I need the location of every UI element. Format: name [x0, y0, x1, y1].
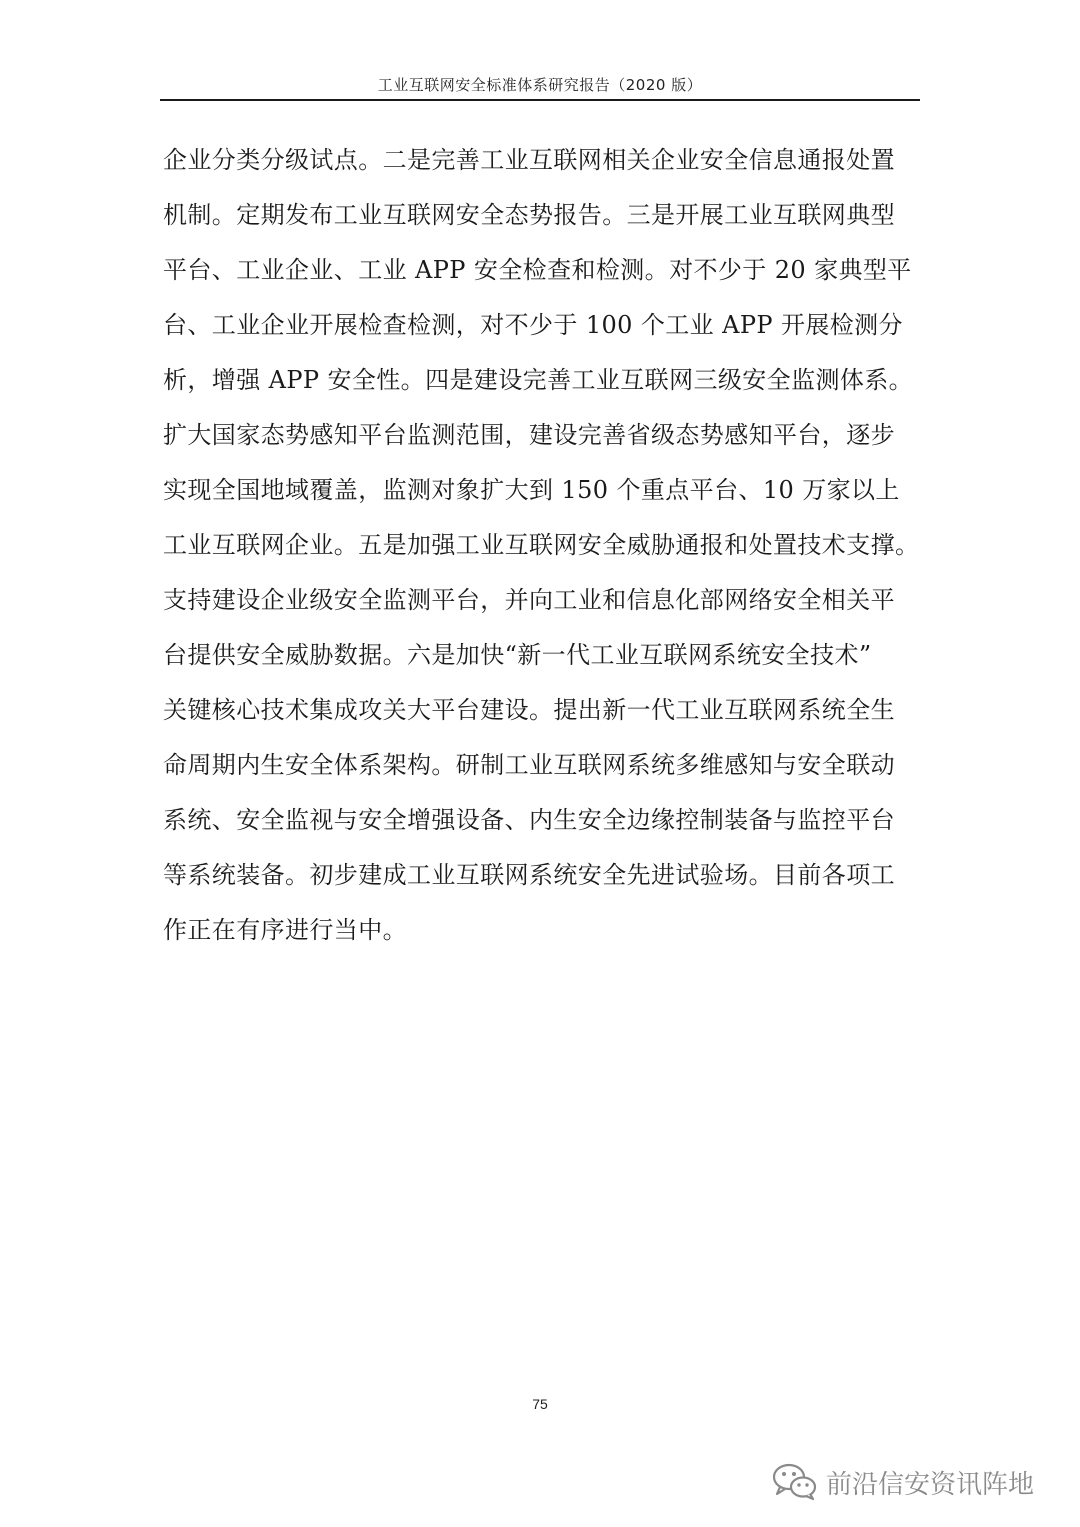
text-line: 扩大国家态势感知平台监测范围，建设完善省级态势感知平台，逐步: [163, 421, 895, 449]
text-line: 工业互联网企业。五是加强工业互联网安全威胁通报和处置技术支撑。: [163, 531, 920, 559]
wechat-icon: [772, 1462, 818, 1502]
header-divider: [160, 99, 920, 101]
text-line: 析，增强 APP 安全性。四是建设完善工业互联网三级安全监测体系。: [163, 366, 914, 394]
text-line: 命周期内生安全体系架构。研制工业互联网系统多维感知与安全联动: [163, 751, 895, 779]
body-text: [163, 133, 923, 958]
watermark: [772, 1460, 1034, 1504]
page-number: 75: [532, 1396, 548, 1412]
text-line: 系统、安全监视与安全增强设备、内生安全边缘控制装备与监控平台: [163, 806, 895, 834]
page-header-title: 工业互联网安全标准体系研究报告（2020 版）: [377, 76, 703, 94]
text-line: 支持建设企业级安全监测平台，并向工业和信息化部网络安全相关平: [163, 586, 895, 614]
text-line: 平台、工业企业、工业 APP 安全检查和检测。对不少于 20 家典型平: [163, 256, 912, 284]
text-line: 企业分类分级试点。二是完善工业互联网相关企业安全信息通报处置: [163, 146, 895, 174]
text-line: 作正在有序进行当中。: [163, 916, 407, 944]
text-line: 实现全国地域覆盖，监测对象扩大到 150 个重点平台、10 万家以上: [163, 476, 900, 504]
watermark-text: 前沿信安资讯阵地: [826, 1469, 1035, 1500]
text-line: 关键核心技术集成攻关大平台建设。提出新一代工业互联网系统全生: [163, 696, 895, 724]
text-line: 台、工业企业开展检查检测，对不少于 100 个工业 APP 开展检测分: [163, 311, 903, 339]
text-line: 台提供安全威胁数据。六是加快“新一代工业互联网系统安全技术”: [163, 641, 872, 669]
text-line: 机制。定期发布工业互联网安全态势报告。三是开展工业互联网典型: [163, 201, 895, 229]
text-line: 等系统装备。初步建成工业互联网系统安全先进试验场。目前各项工: [163, 861, 895, 889]
